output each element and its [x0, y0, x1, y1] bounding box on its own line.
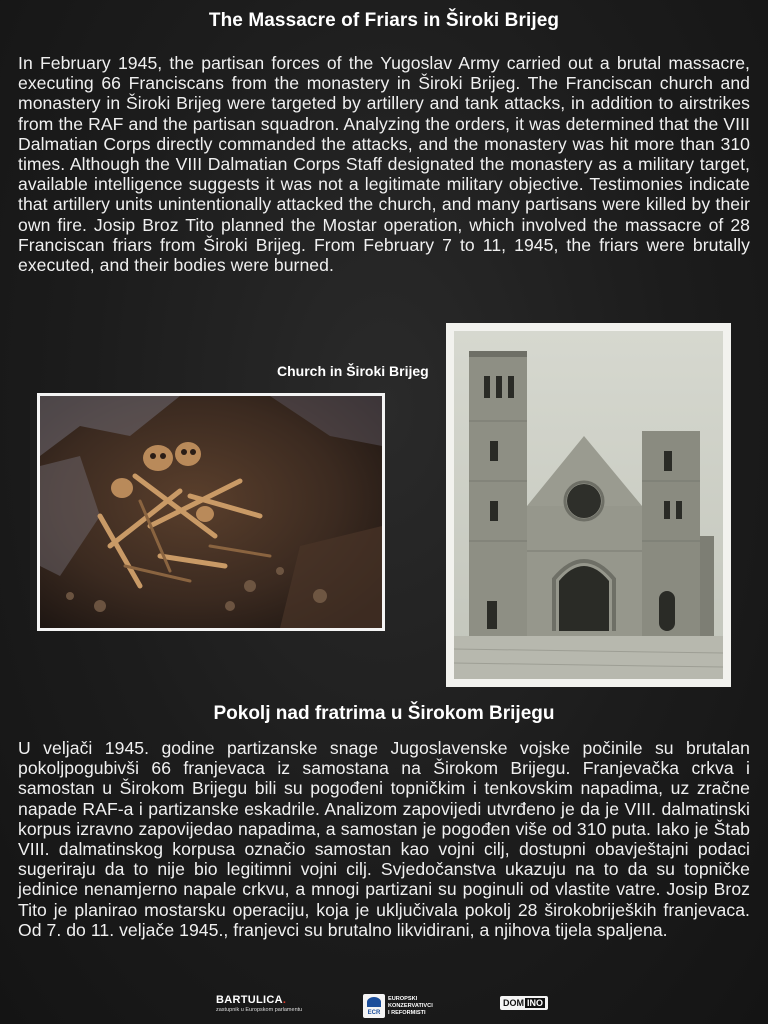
bartulica-logo — [216, 994, 302, 1013]
footer-logos — [0, 994, 768, 1020]
ecr-line-2: KONZERVATIVCI — [388, 1002, 433, 1009]
ecr-mark-icon: ECR — [363, 994, 385, 1018]
croatian-body-text: U veljači 1945. godine partizanske snage Jugoslavenske vojske počinile su brutalan pokoljpogubivši 66 franjevaca iz samostana na Širokom Brijegu. Franjevačka crkva i samostan u Širokom Brijegu bili su pogođeni topničkim i tenkovskim napadima, uz zračne napade RAF-a i partizanske eskadrile. Analizom zapovijedi utvrđeno je da je VIII. dalmatinski korpus izravno zapovijedao napadima, a samostan je pogođen više od 310 puta. Iako je Štab VIII. dalmatinskog korpusa označio samostan kao vojni cilj, dostupni obavještajni podaci sugeriraju da to nije bio legitimni vojni cilj. Svjedočanstva ukazuju na to da su topničke jedinice nenamjerno napale crkvu, a mnogi partizani su poginuli od vlastite vatre. Josip Broz Tito je planirao mostarsku operaciju, koja je uključivala pokolj 28 širokobrijeških franjevaca. Od 7. do 11. veljače 1945., franjevci su brutalno likvidirani, a njihova tijela spaljena. — [18, 738, 750, 940]
domino-logo — [500, 996, 548, 1010]
croatian-title: Pokolj nad fratrima u Širokom Brijegu — [213, 703, 555, 724]
ecr-logo — [363, 994, 433, 1018]
bartulica-subtitle: zastupnik u Europskom parlamentu — [216, 1007, 303, 1013]
english-body-text: In February 1945, the partisan forces of the Yugoslav Army carried out a brutal massacre, executing 66 Franciscans from the monastery in Široki Brijeg. The Franciscan church and monastery in Široki Brijeg were targeted by artillery and tank attacks, in addition to airstrikes from the RAF and the partisan squadron. Analyzing the orders, it was determined that the VIII Dalmatian Corps directly commanded the attacks, and the monastery was hit more than 310 times. Although the VIII Dalmatian Corps Staff designated the monastery as a military target, available intelligence suggests it was not a legitimate military objective. Testimonies indicate that artillery units unintentionally attacked the church, and many partisans were killed by their own fire. Josip Broz Tito planned the Mostar operation, which involved the massacre of 28 Franciscan friars from Široki Brijeg. From February 7 to 11, 1945, the friars were brutally executed, and their bodies were burned. — [18, 53, 750, 276]
english-title: The Massacre of Friars in Široki Brijeg — [208, 10, 560, 31]
ecr-line-3: I REFORMISTI — [388, 1009, 426, 1016]
domino-text-a: DOM — [503, 998, 524, 1008]
bartulica-name: BARTULICA — [216, 994, 283, 1006]
domino-text-b: INO — [527, 998, 544, 1008]
church-photo — [446, 323, 731, 687]
church-photo-caption: Church in Široki Brijeg — [277, 363, 429, 379]
bartulica-dot-icon: . — [282, 994, 287, 1006]
ecr-line-1: EUROPSKI — [388, 995, 418, 1002]
remains-photo — [37, 393, 385, 631]
